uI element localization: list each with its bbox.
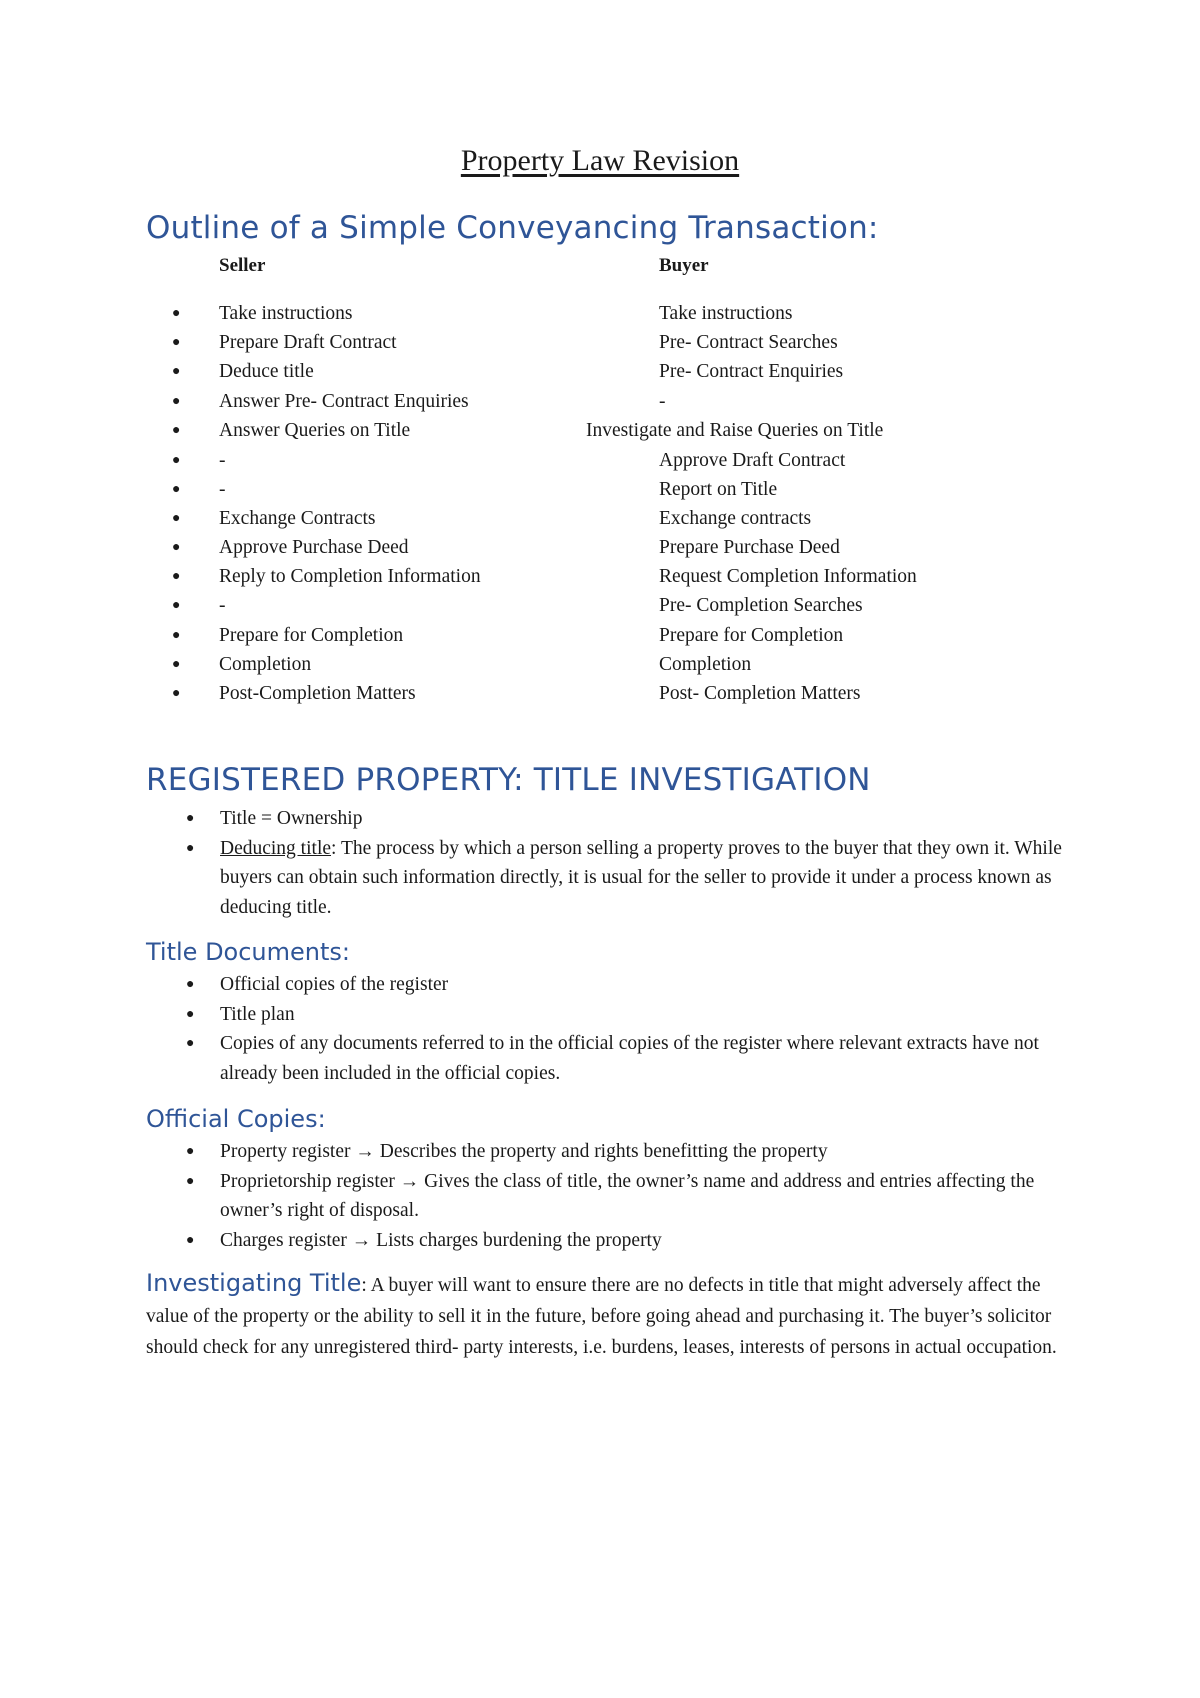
arrow-right-icon: → [399, 1170, 420, 1192]
bullet-icon: ● [186, 1232, 195, 1248]
bullet-icon: ● [172, 657, 181, 672]
bullet-icon: ● [172, 482, 181, 497]
buyer-step: Approve Draft Contract [659, 450, 846, 471]
register-name: Proprietorship register [220, 1170, 395, 1192]
bullet-icon: ● [186, 811, 195, 826]
list-item [186, 970, 1086, 1000]
item-text: Copies of any documents referred to in the official copies of the register where relevant extracts have not already been included in the official copies. [220, 1033, 1039, 1084]
seller-step: Exchange Contracts [219, 508, 376, 529]
register-name: Charges register [220, 1229, 347, 1251]
bullet-icon: ● [172, 394, 181, 409]
title-documents-list [186, 970, 1086, 1088]
bullet-icon: ● [172, 686, 181, 701]
seller-step: Deduce title [219, 361, 314, 382]
buyer-column-header: Buyer [659, 255, 709, 276]
buyer-step: Pre- Completion Searches [659, 595, 863, 616]
term-colon: : [331, 837, 337, 859]
bullet-icon: ● [172, 453, 181, 468]
title-documents-heading: Title Documents: [146, 938, 350, 966]
list-item [186, 1000, 1086, 1030]
bullet-icon: ● [172, 511, 181, 526]
bullet-icon: ● [172, 423, 181, 438]
bullet-icon: ● [186, 1173, 195, 1189]
item-text: Title plan [220, 1003, 295, 1025]
seller-step: - [219, 479, 226, 500]
paragraph-text: : A buyer will want to ensure there are no defects in title that might adversely affect the value of the property or the ability to sell it in the future, before going ahead and purchasing it. The buyer’s solicitor should check for any unregistered third- party interests, i.e. burdens, leases, interests of persons in actual occupation. [146, 1275, 1057, 1358]
buyer-step: Pre- Contract Searches [659, 332, 838, 353]
buyer-step: Request Completion Information [659, 566, 917, 587]
buyer-step: - [659, 391, 666, 412]
buyer-step: Take instructions [659, 303, 793, 324]
register-description: Lists charges burdening the property [376, 1229, 662, 1251]
arrow-right-icon: → [355, 1141, 375, 1162]
buyer-step: Pre- Contract Enquiries [659, 361, 844, 382]
seller-step: Prepare for Completion [219, 625, 404, 646]
bullet-icon: ● [186, 1036, 195, 1051]
bullet-icon: ● [172, 306, 181, 321]
registered-list [186, 804, 1086, 922]
bullet-icon: ● [172, 540, 181, 555]
buyer-step: Report on Title [659, 479, 778, 500]
seller-step: Post-Completion Matters [219, 683, 416, 704]
arrow-right-icon: → [351, 1229, 372, 1251]
bullet-icon: ● [172, 335, 181, 350]
investigating-title-heading: Investigating Title [146, 1269, 362, 1297]
buyer-step: Investigate and Raise Queries on Title [586, 420, 884, 441]
registered-heading: REGISTERED PROPERTY: TITLE INVESTIGATION [146, 762, 871, 798]
official-copies-list [186, 1137, 1086, 1255]
page-title: Property Law Revision [460, 144, 740, 177]
item-text: The process by which a person selling a property proves to the buyer that they own it. While buyers can obtain such information directly, it is usual for the seller to provide it under a process known as deducing title. [220, 837, 1062, 918]
register-description: Describes the property and rights benefitting the property [379, 1141, 828, 1162]
buyer-step: Prepare Purchase Deed [659, 537, 840, 558]
seller-step: Answer Pre- Contract Enquiries [219, 391, 469, 412]
term-deducing-title: Deducing title [220, 837, 332, 859]
bullet-icon: ● [172, 569, 181, 584]
seller-step: - [219, 595, 226, 616]
investigating-title-paragraph [146, 1268, 1066, 1363]
bullet-icon: ● [186, 1144, 195, 1159]
item-text: Title = Ownership [220, 808, 363, 829]
bullet-icon: ● [186, 1006, 195, 1022]
list-item [186, 1137, 1086, 1167]
item-text: Official copies of the register [220, 974, 449, 995]
list-item [186, 1226, 1086, 1256]
seller-step: Answer Queries on Title [219, 420, 411, 441]
bullet-icon: ● [172, 598, 181, 613]
buyer-step: Exchange contracts [659, 508, 812, 529]
official-copies-heading: Official Copies: [146, 1105, 326, 1133]
list-item [186, 804, 1086, 834]
outline-heading: Outline of a Simple Conveyancing Transaction: [146, 210, 879, 246]
seller-step: Completion [219, 654, 312, 675]
buyer-step: Post- Completion Matters [659, 683, 861, 704]
list-item [186, 1029, 1086, 1088]
bullet-icon: ● [186, 977, 195, 992]
bullet-icon: ● [172, 364, 181, 379]
list-item [186, 834, 1086, 923]
register-name: Property register [220, 1141, 351, 1162]
buyer-step: Completion [659, 654, 752, 675]
seller-step: Approve Purchase Deed [219, 537, 409, 558]
bullet-icon: ● [172, 628, 181, 643]
seller-step: Reply to Completion Information [219, 566, 481, 587]
seller-step: Prepare Draft Contract [219, 332, 397, 353]
bullet-icon: ● [186, 840, 195, 856]
buyer-step: Prepare for Completion [659, 625, 844, 646]
list-item [186, 1167, 1086, 1226]
register-description: Gives the class of title, the owner’s name and address and entries affecting the owner’s right of disposal. [220, 1170, 1035, 1221]
seller-column-header: Seller [219, 255, 266, 276]
seller-step: - [219, 450, 226, 471]
seller-step: Take instructions [219, 303, 353, 324]
